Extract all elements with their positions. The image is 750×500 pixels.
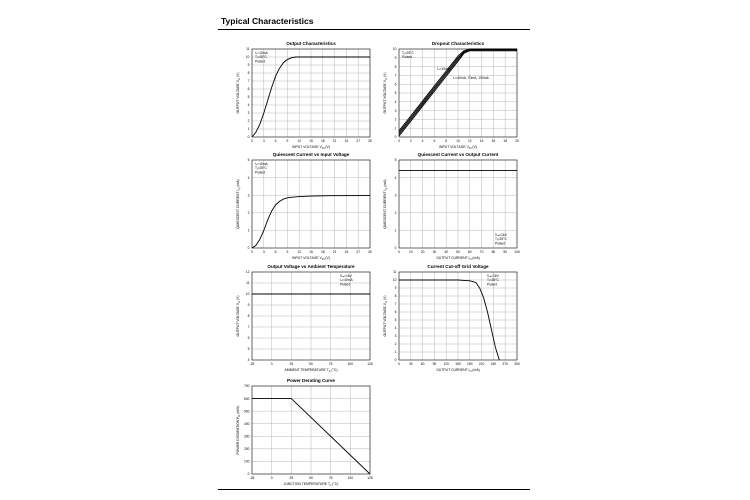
x-tick-label: 0: [251, 250, 253, 254]
chart-title: Quiescent Current vs Input Voltage: [272, 152, 350, 157]
x-tick-label: 18: [320, 139, 325, 143]
y-tick-label: 11: [246, 47, 250, 52]
x-tick-label: 0: [251, 139, 253, 143]
y-tick-label: 12: [245, 270, 250, 275]
x-tick-label: 40: [444, 250, 449, 254]
x-tick-label: 50: [309, 362, 313, 366]
x-axis-label: INPUT VOLTAGE $V_{IN}$ (V): [292, 256, 330, 261]
x-tick-label: 100: [347, 362, 354, 366]
chart-5: [236, 264, 373, 373]
x-axis-label: INPUT VOLTAGE $V_{IN}$ (V): [292, 145, 330, 150]
y-tick-label: 1: [247, 127, 250, 132]
y-tick-label: 3: [394, 334, 397, 339]
x-tick-label: 12: [467, 139, 472, 143]
x-tick-label: 10: [456, 139, 460, 143]
chart-annotation: Pulsed: [340, 282, 351, 287]
x-tick-label: 90: [503, 250, 508, 254]
x-tick-label: 60: [420, 362, 425, 366]
x-axis-label: AMBIENT TEMPERATURE $T_A$ (°C): [284, 368, 338, 373]
y-tick-label: 7: [247, 79, 250, 84]
y-tick-label: 11: [246, 281, 250, 286]
y-tick-label: 0: [247, 135, 250, 140]
chart-annotation: Pulsed: [255, 59, 266, 64]
y-tick-label: 8: [394, 64, 397, 69]
y-tick-label: 6: [247, 336, 250, 341]
y-axis-label: OUTPUT VOLTAGE $V_O$ (V): [383, 72, 388, 114]
y-tick-label: 3: [394, 193, 397, 198]
x-tick-label: 21: [332, 139, 337, 143]
x-tick-label: 0: [398, 139, 400, 143]
y-tick-label: 4: [394, 326, 397, 331]
y-tick-label: 6: [394, 310, 397, 315]
y-tick-label: 3: [247, 193, 250, 198]
x-tick-label: 24: [344, 250, 349, 254]
y-tick-label: 4: [394, 175, 397, 180]
y-tick-label: 0: [394, 246, 397, 251]
x-tick-label: -25: [249, 362, 255, 366]
x-axis-label: OUTPUT CURRENT $I_O$ (mA): [436, 256, 480, 261]
chart-1: [236, 41, 372, 150]
x-tick-label: 9: [286, 139, 289, 143]
y-tick-label: 8: [394, 294, 397, 299]
x-tick-label: 3: [262, 250, 265, 254]
y-tick-label: 5: [394, 318, 397, 323]
y-axis-label: OUTPUT VOLTAGE $V_O$ (V): [236, 72, 241, 114]
y-tick-label: 400: [243, 421, 250, 426]
x-tick-label: 75: [328, 362, 333, 366]
y-tick-label: 200: [243, 447, 250, 452]
chart-annotation: Tⱼ=25°C: [255, 55, 267, 60]
chart-annotation: Pulsed: [255, 170, 266, 175]
x-tick-label: 6: [274, 139, 277, 143]
chart-title: Current Cut-off Grid Voltage: [427, 264, 489, 269]
x-tick-label: 15: [309, 250, 313, 254]
y-tick-label: 2: [394, 342, 397, 347]
x-tick-label: 120: [443, 362, 449, 366]
y-tick-label: 300: [243, 434, 250, 439]
chart-annotation: Tⱼ=25°C: [402, 51, 414, 55]
y-tick-label: 600: [243, 396, 250, 401]
x-tick-label: 210: [478, 362, 485, 366]
y-tick-label: 9: [247, 63, 250, 68]
y-tick-label: 500: [243, 409, 250, 414]
y-tick-label: 1: [394, 350, 397, 355]
y-tick-label: 7: [247, 325, 250, 330]
y-tick-label: 10: [392, 47, 397, 52]
x-tick-label: 6: [274, 250, 277, 254]
x-tick-label: 4: [421, 139, 424, 143]
x-axis-label: OUTPUT CURRENT $I_O$ (mA): [436, 368, 480, 373]
y-tick-label: 0: [247, 246, 250, 251]
x-tick-label: 27: [356, 139, 361, 143]
y-tick-label: 2: [247, 119, 250, 124]
chart-annotation: Tⱼ=25°C: [255, 166, 267, 171]
y-axis-label: OUTPUT VOLTAGE $V_O$ (V): [236, 295, 241, 337]
y-tick-label: 9: [394, 286, 397, 291]
x-tick-label: 30: [368, 139, 372, 143]
y-tick-label: 3: [247, 111, 250, 116]
y-axis-label: OUTPUT VOLTAGE $V_O$ (V): [383, 295, 388, 337]
y-tick-label: 5: [394, 158, 397, 163]
page-title: Typical Characteristics: [221, 16, 314, 26]
y-tick-label: 2: [394, 211, 397, 215]
x-tick-label: 80: [491, 250, 496, 254]
y-tick-label: 9: [247, 303, 250, 308]
x-tick-label: 0: [398, 362, 400, 366]
chart-3: [236, 152, 372, 261]
x-tick-label: 2: [409, 139, 412, 143]
x-tick-label: 15: [309, 139, 313, 143]
x-tick-label: 18: [320, 250, 325, 254]
y-tick-label: 9: [394, 56, 397, 60]
x-tick-label: 25: [289, 476, 294, 480]
x-tick-label: 50: [456, 250, 460, 254]
y-tick-label: 700: [243, 384, 250, 389]
y-tick-label: 8: [247, 71, 250, 76]
x-tick-label: 21: [332, 250, 337, 254]
x-tick-label: 100: [347, 476, 354, 480]
x-tick-label: 240: [490, 362, 497, 366]
y-tick-label: 7: [394, 302, 397, 307]
x-tick-label: 8: [445, 139, 448, 143]
chart-annotation: Pulsed: [402, 55, 413, 60]
x-tick-label: 270: [502, 362, 508, 366]
y-tick-label: 2: [394, 117, 397, 122]
chart-annotation: Pulsed: [495, 241, 506, 246]
x-tick-label: 100: [514, 250, 520, 254]
y-tick-label: 5: [247, 158, 250, 163]
y-tick-label: 10: [245, 55, 250, 60]
y-tick-label: 7: [394, 73, 397, 78]
x-tick-label: 18: [503, 139, 508, 143]
x-tick-label: 20: [515, 139, 519, 143]
x-tick-label: 150: [455, 362, 461, 366]
series-label: Iₒ=40mA, 70mA, 100mA: [453, 75, 489, 80]
y-tick-label: 0: [247, 472, 250, 477]
chart-6: [383, 264, 520, 373]
x-axis-label: INPUT VOLTAGE $V_{IN}$ (V): [439, 145, 477, 150]
y-tick-label: 3: [394, 108, 397, 113]
x-tick-label: 12: [297, 139, 302, 143]
x-tick-label: 30: [368, 250, 372, 254]
chart-annotation: Tⱼ=25°C: [495, 237, 507, 242]
x-tick-label: 6: [433, 139, 436, 143]
y-tick-label: 6: [247, 87, 250, 92]
y-tick-label: 2: [247, 211, 250, 215]
x-axis-label: JUNCTION TEMPERATURE $T_J$ (°C): [283, 482, 339, 487]
y-tick-label: 0: [394, 358, 397, 363]
y-tick-label: 4: [394, 100, 397, 104]
x-tick-label: 125: [367, 362, 373, 366]
y-tick-label: 1: [247, 228, 250, 233]
x-tick-label: 70: [479, 250, 484, 254]
x-tick-label: 12: [297, 250, 302, 254]
x-tick-label: 30: [432, 250, 437, 254]
x-tick-label: 20: [420, 250, 425, 254]
y-axis-label: QUIESCENT CURRENT $I_Q$ (mA): [383, 179, 388, 229]
series-label: Iₒ=10mA: [437, 67, 451, 72]
y-tick-label: 1: [394, 126, 397, 131]
chart-title: Output Voltage vs Ambient Temperature: [267, 264, 355, 269]
y-tick-label: 11: [393, 270, 397, 275]
chart-annotation: Iₒ=40mA: [340, 278, 353, 283]
chart-annotation: Pulsed: [487, 282, 498, 287]
x-tick-label: 50: [309, 476, 313, 480]
x-tick-label: 125: [367, 476, 373, 480]
y-tick-label: 5: [247, 347, 250, 352]
y-tick-label: 1: [394, 228, 397, 233]
chart-title: Quiescent Current vs Output Current: [417, 152, 499, 157]
x-tick-label: 180: [467, 362, 473, 366]
x-tick-label: 24: [344, 139, 349, 143]
chart-annotation: Iₒ=10mA: [255, 162, 268, 166]
chart-title: Dropout Characteristics: [431, 41, 485, 46]
y-tick-label: 0: [394, 135, 397, 140]
x-tick-label: 300: [514, 362, 520, 366]
y-tick-label: 6: [394, 82, 397, 87]
chart-title: Output Characteristics: [286, 41, 336, 46]
y-tick-label: 5: [394, 91, 397, 96]
x-tick-label: 90: [432, 362, 437, 366]
y-tick-label: 4: [247, 175, 250, 180]
chart-annotation: Tⱼ=25°C: [487, 278, 499, 283]
chart-annotation: Vᵢₙ=16V: [340, 274, 352, 278]
x-tick-label: 27: [356, 250, 361, 254]
chart-annotation: Vᵢₙ=16V: [487, 274, 499, 278]
x-tick-label: 25: [289, 362, 294, 366]
x-tick-label: 60: [467, 250, 472, 254]
x-tick-label: 0: [270, 362, 273, 366]
x-tick-label: 30: [408, 362, 413, 366]
x-tick-label: 16: [491, 139, 496, 143]
x-tick-label: 75: [328, 476, 333, 480]
chart-7: [236, 378, 373, 487]
y-tick-label: 8: [247, 314, 250, 319]
chart-annotation: Iₒ=10mA: [255, 51, 268, 55]
y-tick-label: 10: [245, 292, 250, 297]
chart-4: [383, 152, 520, 261]
y-axis-label: POWER DISSIPATION $P_D$ (mW): [236, 405, 241, 455]
x-tick-label: 0: [270, 476, 273, 480]
y-tick-label: 5: [247, 95, 250, 100]
x-tick-label: -25: [249, 476, 255, 480]
chart-annotation: Vᵢₙ=16V: [495, 233, 507, 237]
x-tick-label: 0: [398, 250, 400, 254]
y-tick-label: 4: [247, 103, 250, 108]
y-tick-label: 100: [243, 459, 250, 464]
x-tick-label: 14: [479, 139, 484, 143]
x-tick-label: 9: [286, 250, 289, 254]
x-tick-label: 3: [262, 139, 265, 143]
y-tick-label: 4: [247, 358, 250, 363]
chart-2: [383, 41, 519, 150]
y-axis-label: QUIESCENT CURRENT $I_Q$ (mA): [236, 179, 241, 229]
chart-title: Power Derating Curve: [287, 378, 335, 383]
y-tick-label: 10: [392, 278, 397, 283]
x-tick-label: 10: [408, 250, 413, 254]
